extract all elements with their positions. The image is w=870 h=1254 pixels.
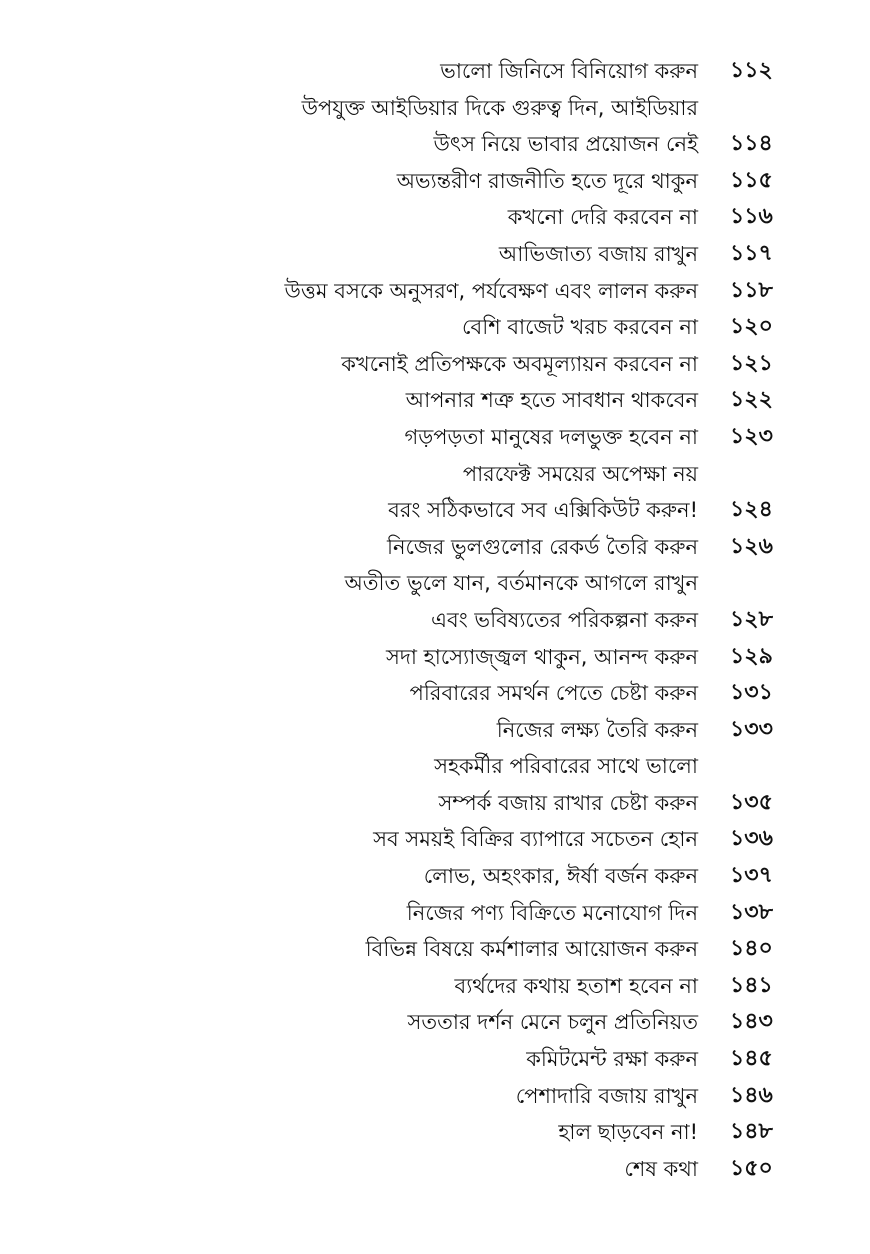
toc-entry [0,162,870,199]
toc-entry-title: পেশাদারি বজায় রাখুন [515,1083,698,1108]
toc-entry-page: ১২৮ [730,606,773,632]
toc-entry-page: ১৩৭ [730,863,773,889]
toc-entry [0,601,870,638]
toc-entry [0,820,870,857]
toc-entry [0,1040,870,1077]
toc-entry [0,125,870,162]
toc-entry [0,564,870,601]
toc-entry-title: লোভ, অহংকার, ঈর্ষা বর্জন করুন [423,864,698,889]
toc-entry-title: নিজের পণ্য বিক্রিতে মনোযোগ দিন [406,900,698,925]
toc-entry-title: উপযুক্ত আইডিয়ার দিকে গুরুত্ব দিন, আইডিয়ার [301,95,698,120]
toc-entry-title: নিজের লক্ষ্য তৈরি করুন [496,717,698,742]
toc-entry-page: ১১৮ [730,277,773,303]
toc-entry [0,491,870,528]
toc-entry-page: ১৪৩ [730,1009,773,1035]
toc-entry-page: ১৫০ [730,1155,773,1181]
toc-entry [0,930,870,967]
toc-entry [0,711,870,748]
toc-entry-page: ১৩৩ [730,716,773,742]
toc-entry-title: শেষ কথা [624,1156,698,1181]
toc-entry-title: বিভিন্ন বিষয়ে কর্মশালার আয়োজন করুন [365,937,698,962]
toc-entry-page: ১১৭ [730,240,773,266]
toc-entry [0,1077,870,1114]
toc-entry-title: হাল ছাড়বেন না! [558,1120,698,1145]
toc-entry-page: ১৪৬ [730,1082,773,1108]
toc-entry-title: গড়পড়তা মানুষের দলভুক্ত হবেন না [404,424,698,449]
toc-entry-page: ১৩৮ [730,899,773,925]
toc-entry-page: ১১৬ [730,204,773,230]
toc-entry-page: ১৪০ [730,936,773,962]
toc-entry-title: বরং সঠিকভাবে সব এক্সিকিউট করুন! [388,498,698,523]
toc-entry-title: সব সময়ই বিক্রির ব্যাপারে সচেতন হোন [373,827,698,852]
toc-entry-title: আপনার শত্রু হতে সাবধান থাকবেন [405,388,698,413]
toc-entry-title: সম্পর্ক বজায় রাখার চেষ্টা করুন [438,790,698,815]
toc-entry-page: ১২৪ [730,497,773,523]
toc-entry [0,894,870,931]
toc-entry [0,455,870,492]
toc-entry-title: আভিজাত্য বজায় রাখুন [498,241,698,266]
toc-entry-title: কমিটমেন্ট রক্ষা করুন [526,1047,698,1072]
toc-entry [0,235,870,272]
toc-entry-page: ১৪৮ [730,1119,773,1145]
toc-entry-page: ১২০ [730,314,773,340]
toc-entry-title: অভ্যন্তরীণ রাজনীতি হতে দূরে থাকুন [396,168,698,193]
toc-entry-page: ১২৬ [730,533,773,559]
toc-entry-title: ব্যর্থদের কথায় হতাশ হবেন না [454,973,698,998]
toc-entry [0,381,870,418]
toc-entry [0,857,870,894]
toc-entry-title: উৎস নিয়ে ভাবার প্রয়োজন নেই [433,132,698,157]
toc-entry-title: এবং ভবিষ্যতের পরিকল্পনা করুন [431,607,698,632]
toc-entry [0,89,870,126]
toc-entry-title: সহকর্মীর পরিবারের সাথে ভালো [434,754,698,779]
toc-entry [0,638,870,675]
toc-entry-title: বেশি বাজেট খরচ করবেন না [462,315,698,340]
toc-entry [0,747,870,784]
toc-entry [0,345,870,382]
toc-entry-page: ১১৫ [730,167,773,193]
toc-entry-page: ১৩৫ [730,789,773,815]
toc-entry [0,272,870,309]
toc-entry-page: ১২১ [730,350,773,376]
toc-entry [0,528,870,565]
toc-entry-title: পারফেক্ট সময়ের অপেক্ষা নয় [462,461,698,486]
toc-entry [0,52,870,89]
toc-entry-title: উত্তম বসকে অনুসরণ, পর্যবেক্ষণ এবং লালন করুন [284,278,698,303]
toc-entry-page: ১১২ [730,58,773,83]
toc-entry-title: পরিবারের সমর্থন পেতে চেষ্টা করুন [409,681,698,706]
toc-entry [0,784,870,821]
toc-entry [0,418,870,455]
toc-entry-title: ভালো জিনিসে বিনিয়োগ করুন [440,59,698,83]
toc-entry [0,967,870,1004]
toc-entry-title: কখনোই প্রতিপক্ষকে অবমূল্যায়ন করবেন না [341,351,698,376]
toc-entry-page: ১২৩ [730,423,773,449]
toc-entry [0,674,870,711]
table-of-contents [0,52,870,1186]
toc-entry [0,1150,870,1187]
toc-entry [0,1003,870,1040]
toc-entry [0,198,870,235]
toc-entry-page: ১২২ [730,387,773,413]
toc-entry-page: ১৪১ [730,972,773,998]
toc-entry-page: ১১৪ [730,131,773,157]
toc-entry-page: ১২৯ [730,643,773,669]
toc-entry-title: কখনো দেরি করবেন না [507,205,698,230]
toc-entry [0,308,870,345]
toc-entry [0,1113,870,1150]
toc-entry-title: সদা হাস্যোজ্জ্বল থাকুন, আনন্দ করুন [386,644,698,669]
toc-entry-title: অতীত ভুলে যান, বর্তমানকে আগলে রাখুন [344,571,698,596]
toc-entry-title: সততার দর্শন মেনে চলুন প্রতিনিয়ত [407,1010,698,1035]
toc-entry-title: নিজের ভুলগুলোর রেকর্ড তৈরি করুন [386,534,698,559]
toc-entry-page: ১৩৬ [730,826,773,852]
toc-entry-page: ১৪৫ [730,1046,773,1072]
toc-entry-page: ১৩১ [730,680,773,706]
